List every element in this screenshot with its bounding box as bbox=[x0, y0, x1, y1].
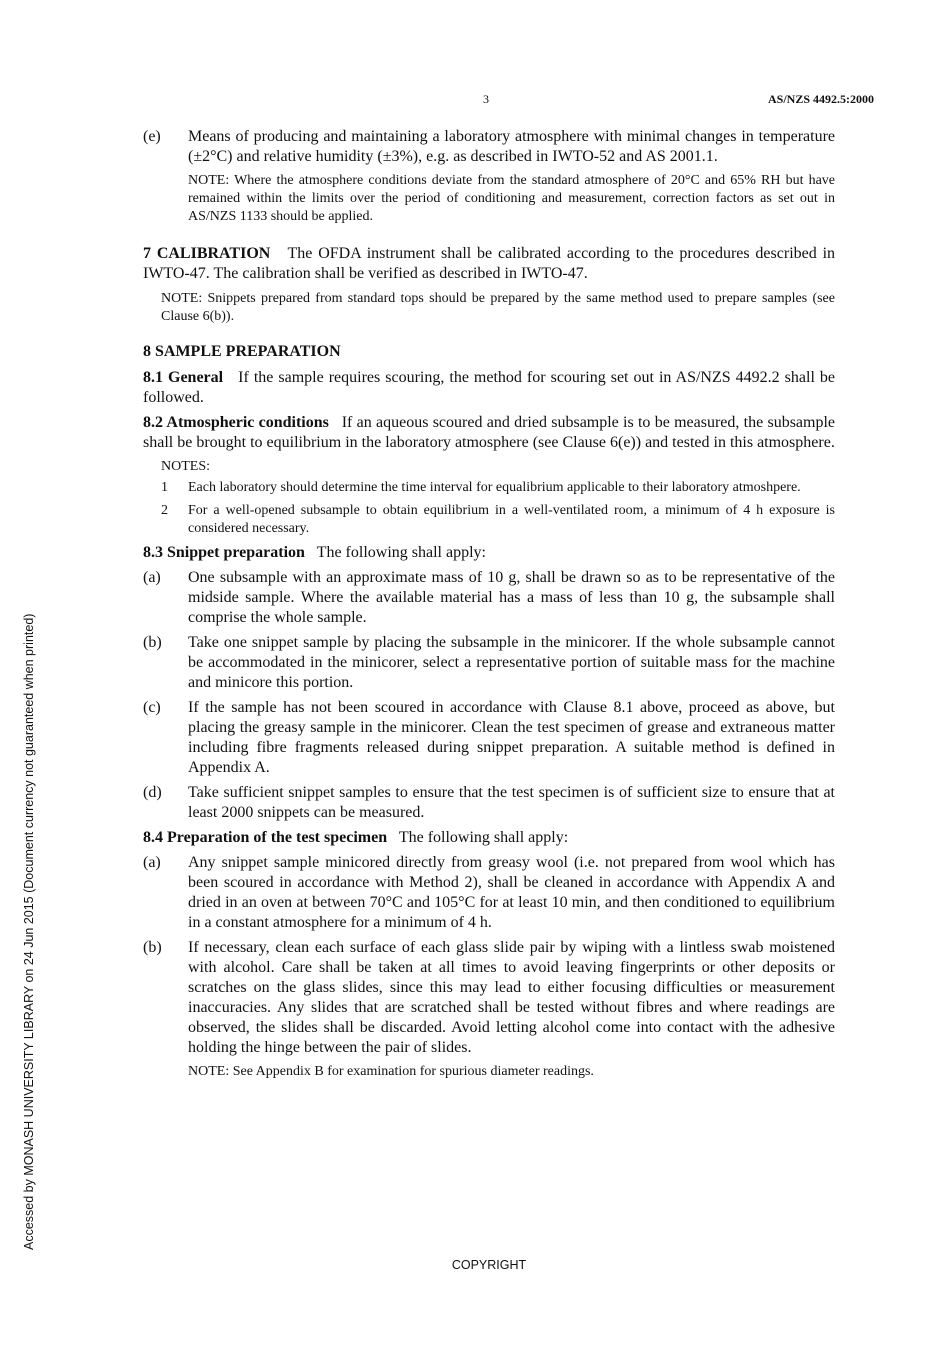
list-item bbox=[143, 938, 835, 1058]
item-text: One subsample with an approximate mass of 10 g, shall be drawn so as to be representative of the midside sample. Where the available material has a mass of less than 10 g, the subsample shall comprise the whole sample. bbox=[188, 569, 835, 626]
notes-label: NOTES: bbox=[161, 459, 210, 474]
clause-8-1 bbox=[143, 368, 835, 408]
item-label: (d) bbox=[143, 784, 162, 801]
section-7-text: The OFDA instrument shall be calibrated according to the procedures described in IWTO-47. The calibration shall be verified as described in IWTO-47. bbox=[143, 245, 836, 282]
item-label: (c) bbox=[143, 699, 161, 716]
item-text: Take sufficient snippet samples to ensure that the test specimen is of sufficient size to ensure that at least 2000 snippets can be measured. bbox=[188, 784, 835, 821]
clause-8-1-heading: 8.1 General bbox=[143, 369, 224, 386]
clause-6e-note: NOTE: Where the atmosphere conditions deviate from the standard atmosphere of 20°C and 65% RH but have remained within the limits over the period of conditioning and measurement, correction factors as set out in AS/NZS 1133 should be applied. bbox=[188, 173, 835, 224]
clause-8-3-heading: 8.3 Snippet preparation bbox=[143, 544, 305, 561]
list-item bbox=[143, 568, 835, 628]
note-text: Each laboratory should determine the time interval for equalibrium applicable to their laboratory atmoshpere. bbox=[188, 480, 801, 495]
item-label: (a) bbox=[143, 854, 161, 871]
list-item bbox=[143, 633, 835, 693]
clause-8-1-text: If the sample requires scouring, the method for scouring set out in AS/NZS 4492.2 shall be followed. bbox=[143, 369, 836, 406]
note-item bbox=[161, 502, 835, 538]
item-label: (b) bbox=[143, 939, 162, 956]
clause-8-4 bbox=[143, 828, 835, 848]
section-7-paragraph bbox=[143, 244, 835, 284]
clause-8-2-text: If an aqueous scoured and dried subsample is to be measured, the subsample shall be brought to equilibrium in the laboratory atmosphere (see Clause 6(e)) and tested in this atmosphere. bbox=[143, 414, 836, 451]
clause-8-4-note: NOTE: See Appendix B for examination for spurious diameter readings. bbox=[188, 1064, 594, 1079]
section-8-heading: 8 SAMPLE PREPARATION bbox=[143, 343, 341, 360]
list-item bbox=[143, 698, 835, 778]
access-watermark: Accessed by MONASH UNIVERSITY LIBRARY on 24 Jun 2015 (Document currency not guaranteed when printed) bbox=[22, 613, 36, 1250]
section-7-note: NOTE: Snippets prepared from standard tops should be prepared by the same method used to prepare samples (see Clause 6(b)). bbox=[161, 291, 835, 324]
item-text: Means of producing and maintaining a laboratory atmosphere with minimal changes in temperature (±2°C) and relative humidity (±3%), e.g. as described in IWTO-52 and AS 2001.1. bbox=[188, 128, 835, 165]
clause-8-2 bbox=[143, 413, 835, 453]
item-text: If necessary, clean each surface of each glass slide pair by wiping with a lintless swab moistened with alcohol. Care shall be taken at all times to avoid leaving fingerprints or other deposits or scratches on the glass slides, since this may lead to either focusing difficulties or measurement inaccuracies. Any slides that are scratched shall be tested without fibres and where readings are observed, the slides shall be discarded. Avoid letting alcohol come into contact with the adhesive holding the hinge between the pair of slides. bbox=[188, 939, 835, 1056]
note-text: For a well-opened subsample to obtain equilibrium in a well-ventilated room, a minimum of 4 h exposure is considered necessary. bbox=[188, 503, 835, 536]
standard-designation: AS/NZS 4492.5:2000 bbox=[767, 92, 874, 106]
clause-8-4-heading: 8.4 Preparation of the test specimen bbox=[143, 829, 388, 846]
page-number: 3 bbox=[483, 92, 489, 106]
note-number: 2 bbox=[161, 503, 168, 518]
clause-8-4-intro: The following shall apply: bbox=[398, 829, 569, 846]
note-number: 1 bbox=[161, 480, 168, 495]
clause-6e-item bbox=[143, 127, 835, 167]
clause-8-3-intro: The following shall apply: bbox=[316, 544, 486, 561]
copyright-footer: COPYRIGHT bbox=[451, 1258, 527, 1272]
clause-8-2-heading: 8.2 Atmospheric conditions bbox=[143, 414, 329, 431]
item-text: Any snippet sample minicored directly from greasy wool (i.e. not prepared from wool which has been scoured in accordance with Method 2), shall be cleaned in accordance with Appendix A and dried in an oven at between 70°C and 105°C for at least 10 min, and then conditioned to equilibrium in a constant atmosphere for a minimum of 4 h. bbox=[188, 854, 835, 931]
item-text: Take one snippet sample by placing the subsample in the minicorer. If the whole subsample cannot be accommodated in the minicorer, select a representative portion of suitable mass for the machine and minicore this portion. bbox=[188, 634, 835, 691]
section-7-heading: 7 CALIBRATION bbox=[143, 245, 271, 262]
document-body bbox=[143, 127, 835, 1081]
item-text: If the sample has not been scoured in accordance with Clause 8.1 above, proceed as above, but placing the greasy sample in the minicorer. Clean the test specimen of grease and extraneous matter including fibre fragments released during snippet preparation. A suitable method is defined in Appendix A. bbox=[188, 699, 835, 776]
clause-8-3 bbox=[143, 543, 835, 563]
item-label: (e) bbox=[143, 128, 161, 145]
list-item bbox=[143, 853, 835, 933]
note-item bbox=[161, 479, 835, 497]
item-label: (a) bbox=[143, 569, 161, 586]
list-item bbox=[143, 783, 835, 823]
item-label: (b) bbox=[143, 634, 162, 651]
